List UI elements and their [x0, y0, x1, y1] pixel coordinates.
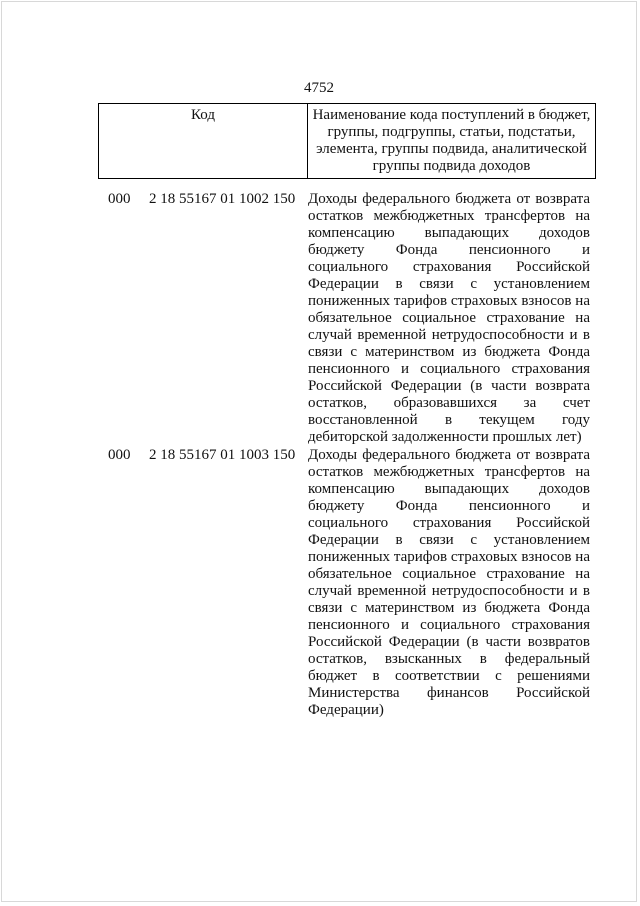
- header-name-cell: Наименование кода поступлений в бюджет, группы, подгруппы, статьи, подстатьи, элемента, группы подвида, аналитической группы подвида доходов: [308, 104, 596, 179]
- header-row: [99, 104, 596, 179]
- table-row: [98, 447, 596, 719]
- table-header: [98, 103, 596, 179]
- admin-code: 000: [108, 191, 131, 207]
- revenue-code: 2 18 55167 01 1002 150: [149, 191, 296, 207]
- revenue-code: 2 18 55167 01 1003 150: [149, 447, 296, 463]
- header-code-cell: Код: [99, 104, 308, 179]
- revenue-description: Доходы федерального бюджета от возврата остатков межбюджетных трансфертов на компенсацию выпадающих доходов бюджету Фонда пенсионного и социального страхования Российской Федерации в связи с установлением пониженных тарифов страховых взносов на обязательное социальное страхование на случай временной нетрудоспособности и в связи с материнством из бюджета Фонда пенсионного и социального страхования Российской Федерации (в части возвратов остатков, взысканных в федеральный бюджет в соответствии с решениями Министерства финансов Российской Федерации): [308, 447, 590, 718]
- revenue-description: Доходы федерального бюджета от возврата остатков межбюджетных трансфертов на компенсацию выпадающих доходов бюджету Фонда пенсионного и социального страхования Российской Федерации в связи с установлением пониженных тарифов страховых взносов на обязательное социальное страхование на случай временной нетрудоспособности и в связи с материнством из бюджета Фонда пенсионного и социального страхования Российской Федерации (в части возврата остатков, образовавшихся за счет восстановленной в текущем году дебиторской задолженности прошлых лет): [308, 191, 590, 445]
- admin-code: 000: [108, 447, 131, 463]
- table-body: [98, 191, 596, 719]
- table-row: [98, 191, 596, 446]
- page-number: 4752: [304, 80, 334, 96]
- document-page: [1, 1, 637, 902]
